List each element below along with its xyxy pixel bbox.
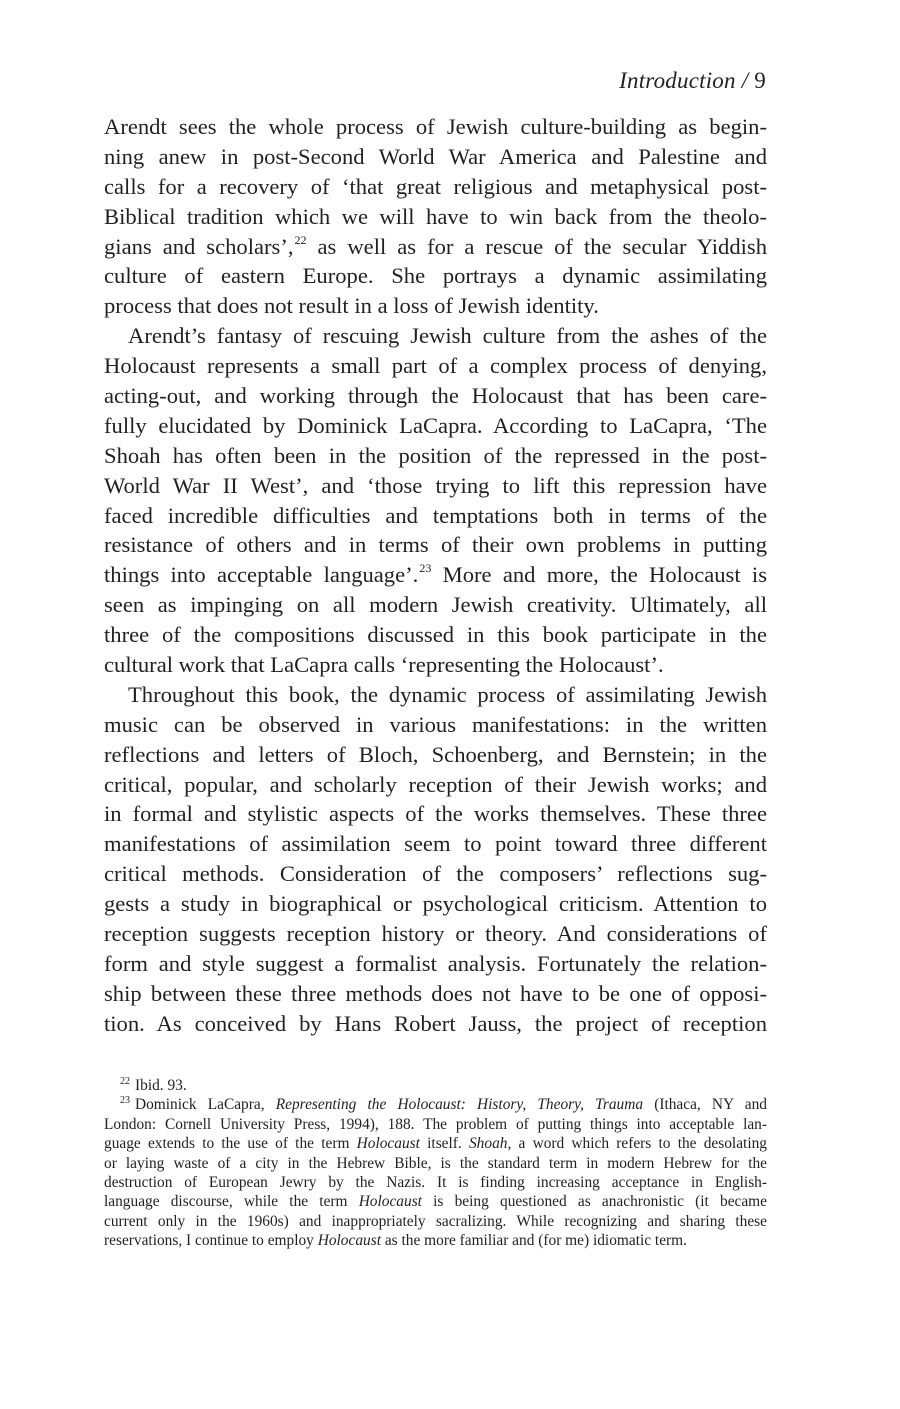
- text-line: Shoah has often been in the position of the repressed in the post-: [104, 442, 767, 468]
- footnote-number: 22: [120, 1076, 130, 1087]
- text-line: ning anew in post-Second World War America and Palestine and: [104, 143, 767, 169]
- text-line: resistance of others and in terms of their own problems in putting: [104, 532, 767, 558]
- text-line: things into acceptable language’.$^{23}$ More and more, the Holocaust is: [104, 561, 767, 588]
- text-line: fully elucidated by Dominick LaCapra. According to LaCapra, ‘The: [104, 412, 767, 438]
- text-line: calls for a recovery of ‘that great religious and metaphysical post-: [104, 173, 767, 199]
- footnote-22: [104, 1076, 767, 1095]
- text-line: process that does not result in a loss of Jewish identity.: [104, 293, 599, 319]
- footnote-line: current only in the 1960s) and inappropriately sacralizing. While recognizing and sharing these: [104, 1212, 767, 1230]
- text-line: acting-out, and working through the Holocaust that has been care-: [104, 383, 767, 409]
- text-line: Biblical tradition which we will have to win back from the theolo-: [104, 203, 767, 229]
- text-line: manifestations of assimilation seem to point toward three different: [104, 831, 767, 857]
- footnote-number: 23: [120, 1095, 130, 1107]
- footnote-reference[interactable]: 22: [294, 232, 307, 247]
- footnote-23: [104, 1095, 767, 1250]
- text-line: music can be observed in various manifestations: in the written: [104, 711, 767, 737]
- text-line: faced incredible difficulties and temptations both in terms of the: [104, 502, 767, 528]
- text-line: critical, popular, and scholarly reception of their Jewish works; and: [104, 771, 767, 797]
- text-line: culture of eastern Europe. She portrays a dynamic assimilating: [104, 263, 767, 289]
- page-number: 9: [754, 68, 766, 93]
- footnote-line: London: Cornell University Press, 1994), 188. The problem of putting things into acceptable lan-: [104, 1115, 767, 1133]
- text-line: ship between these three methods does not have to be one of opposi-: [104, 980, 767, 1006]
- footnote-line: $^{23}$ Dominick LaCapra, Representing the Holocaust: History, Theory, Trauma (Ithaca, NY and: [120, 1095, 767, 1114]
- text-line: reflections and letters of Bloch, Schoenberg, and Bernstein; in the: [104, 741, 767, 767]
- text-line: Arendt sees the whole process of Jewish culture-building as begin-: [104, 114, 767, 139]
- text-line: Arendt’s fantasy of rescuing Jewish culture from the ashes of the: [128, 323, 767, 349]
- text-line: form and style suggest a formalist analysis. Fortunately the relation-: [104, 950, 767, 976]
- footnote-line: or laying waste of a city in the Hebrew Bible, is the standard term in modern Hebrew for the: [104, 1154, 767, 1172]
- footnote-line: guage extends to the use of the term Holocaust itself. Shoah, a word which refers to the desolating: [104, 1135, 767, 1153]
- text-line: gians and scholars’,$^{22}$ as well as for a rescue of the secular Yiddish: [104, 232, 767, 259]
- text-line: gests a study in biographical or psychological criticism. Attention to: [104, 891, 767, 917]
- separator: /: [741, 68, 749, 93]
- text-line: Holocaust represents a small part of a complex process of denying,: [104, 353, 767, 379]
- text-line: tion. As conceived by Hans Robert Jauss, the project of reception: [104, 1010, 767, 1036]
- body-text: [104, 112, 767, 1039]
- text-line: cultural work that LaCapra calls ‘representing the Holocaust’.: [104, 652, 664, 678]
- footnote-line: destruction of European Jewry by the Nazis. It is finding increasing acceptance in English-: [104, 1173, 767, 1191]
- running-head: [619, 68, 766, 94]
- footnote-line: language discourse, while the term Holocaust is being questioned as anachronistic (it became: [104, 1193, 767, 1211]
- text-line: in formal and stylistic aspects of the works themselves. These three: [104, 801, 767, 827]
- text-line: three of the compositions discussed in this book participate in the: [104, 622, 767, 648]
- text-line: critical methods. Consideration of the composers’ reflections sug-: [104, 861, 767, 887]
- paragraph: [104, 680, 767, 1039]
- footnote-line: reservations, I continue to employ Holocaust as the more familiar and (for me) idiomatic term.: [104, 1232, 687, 1250]
- footnote-line: $^{22}$ Ibid. 93.: [120, 1076, 187, 1094]
- text-line: reception suggests reception history or theory. And considerations of: [104, 921, 767, 947]
- text-line: seen as impinging on all modern Jewish creativity. Ultimately, all: [104, 592, 767, 618]
- text-line: World War II West’, and ‘those trying to lift this repression have: [104, 472, 767, 498]
- footnotes: [104, 1076, 767, 1251]
- footnote-reference[interactable]: 23: [419, 561, 432, 576]
- text-line: Throughout this book, the dynamic process of assimilating Jewish: [128, 681, 767, 707]
- paragraph: [104, 321, 767, 680]
- paragraph: [104, 112, 767, 321]
- chapter-title: Introduction: [619, 68, 736, 93]
